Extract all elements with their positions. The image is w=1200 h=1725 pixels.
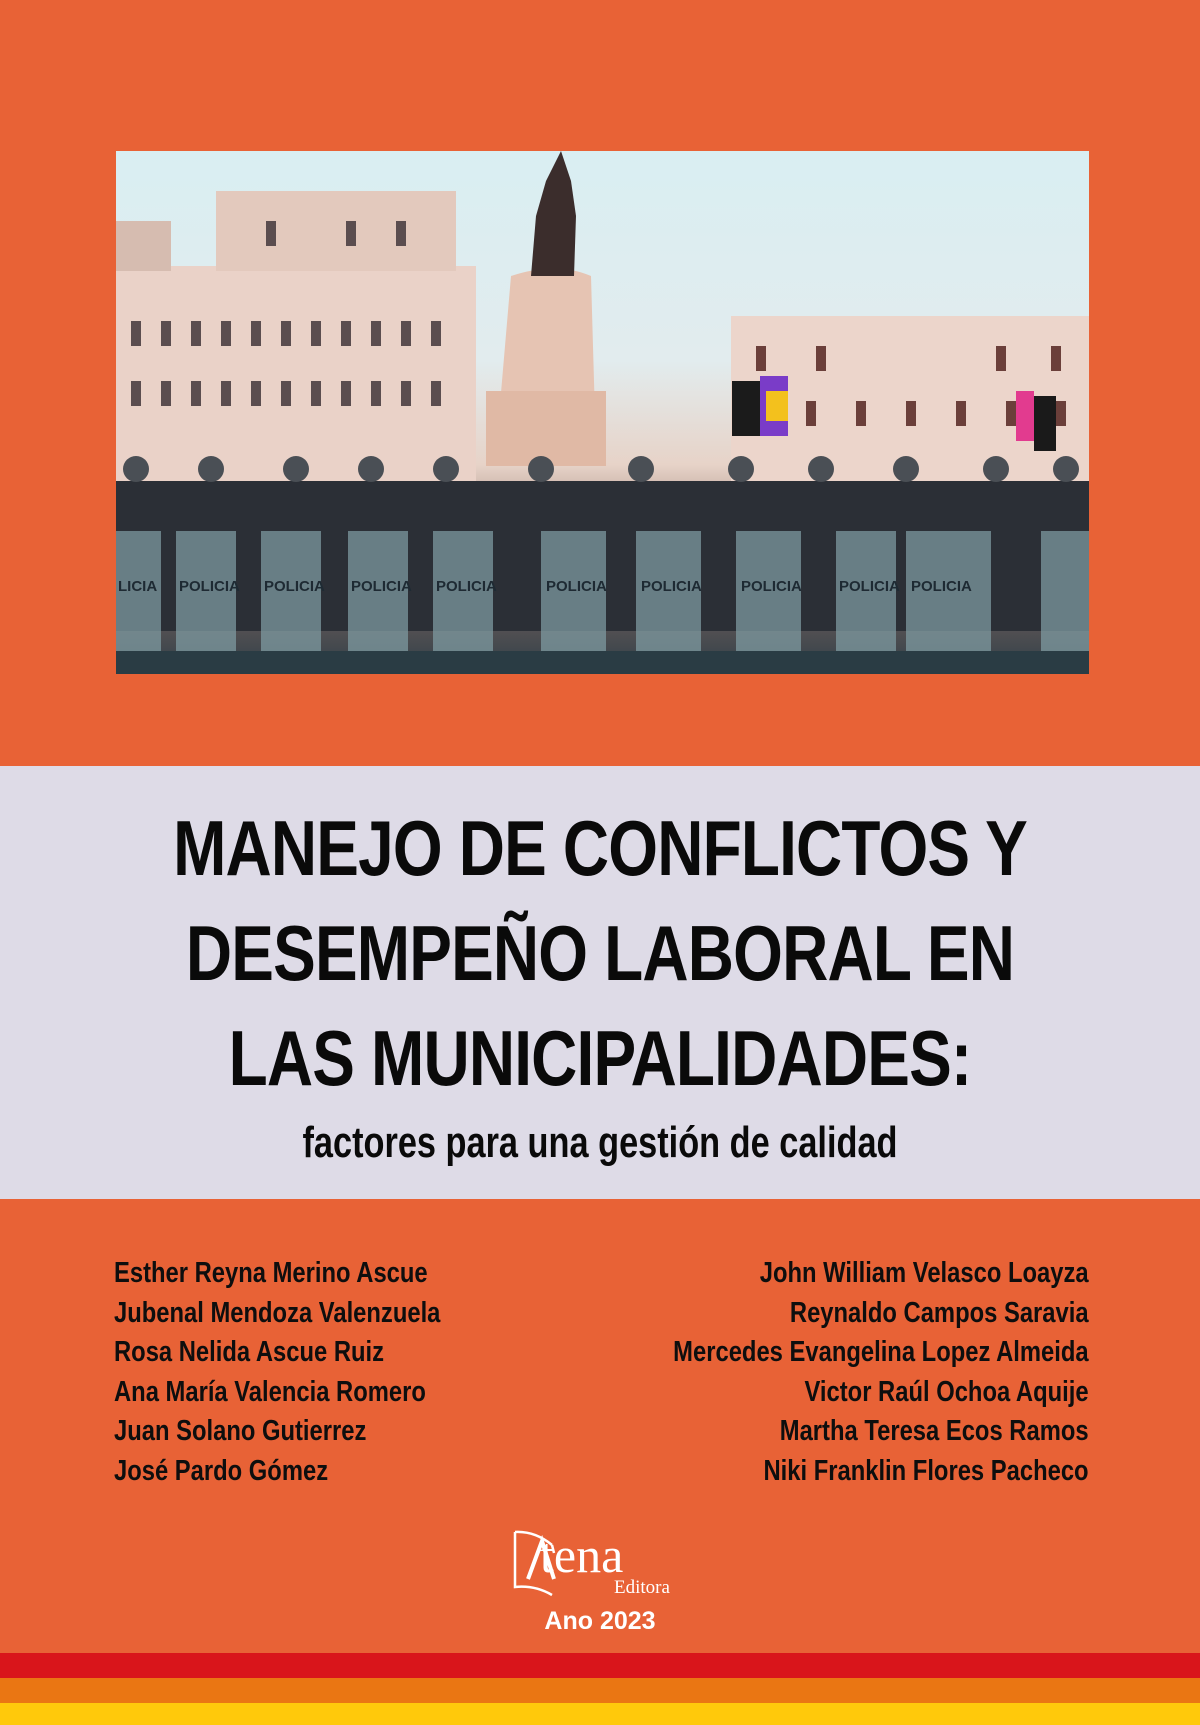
svg-text:POLICIA: POLICIA: [179, 578, 240, 595]
author-name: José Pardo Gómez: [114, 1454, 329, 1487]
book-subtitle: factores para una gestión de calidad: [302, 1118, 898, 1167]
author-name: Mercedes Evangelina Lopez Almeida: [673, 1336, 1089, 1368]
book-title: [108, 796, 1092, 1111]
author-name: Juan Solano Gutierrez: [114, 1415, 367, 1447]
authors-right-column: [674, 1254, 1089, 1491]
svg-text:POLICIA: POLICIA: [436, 578, 497, 595]
publisher-name: tena: [540, 1527, 624, 1583]
title-band: [0, 766, 1200, 1199]
author-name: Jubenal Mendoza Valenzuela: [114, 1296, 441, 1329]
svg-text:POLICIA: POLICIA: [641, 578, 702, 595]
cover-photo: [116, 151, 1089, 674]
author-name: Reynaldo Campos Saravia: [790, 1296, 1089, 1329]
svg-text:POLICIA: POLICIA: [911, 578, 972, 595]
svg-text:POLICIA: POLICIA: [741, 578, 802, 595]
police-line-photo: [116, 151, 1089, 674]
author-name: Victor Raúl Ochoa Aquije: [804, 1375, 1089, 1408]
author-name: Esther Reyna Merino Ascue: [114, 1257, 428, 1289]
stripe-yellow: [0, 1703, 1200, 1725]
stripe-orange: [0, 1678, 1200, 1703]
authors-left-column: [114, 1254, 440, 1491]
publisher-sub: Editora: [614, 1577, 670, 1598]
author-name: Martha Teresa Ecos Ramos: [780, 1415, 1089, 1447]
svg-text:POLICIA: POLICIA: [351, 578, 412, 595]
publisher-logo: [510, 1527, 700, 1602]
svg-text:LICIA: LICIA: [118, 578, 158, 595]
author-name: John William Velasco Loayza: [760, 1257, 1089, 1289]
author-name: Rosa Nelida Ascue Ruiz: [114, 1336, 385, 1368]
author-name: Niki Franklin Flores Pacheco: [763, 1454, 1089, 1487]
stripe-red: [0, 1653, 1200, 1678]
svg-text:POLICIA: POLICIA: [264, 578, 325, 595]
title-line-1: MANEJO DE CONFLICTOS Y: [173, 804, 1027, 892]
svg-text:POLICIA: POLICIA: [839, 578, 900, 595]
author-name: Ana María Valencia Romero: [114, 1375, 426, 1408]
svg-text:POLICIA: POLICIA: [546, 578, 607, 595]
title-line-3: LAS MUNICIPALIDADES:: [228, 1014, 972, 1102]
title-line-2: DESEMPEÑO LABORAL EN: [185, 909, 1015, 997]
publication-year: Ano 2023: [544, 1607, 656, 1635]
